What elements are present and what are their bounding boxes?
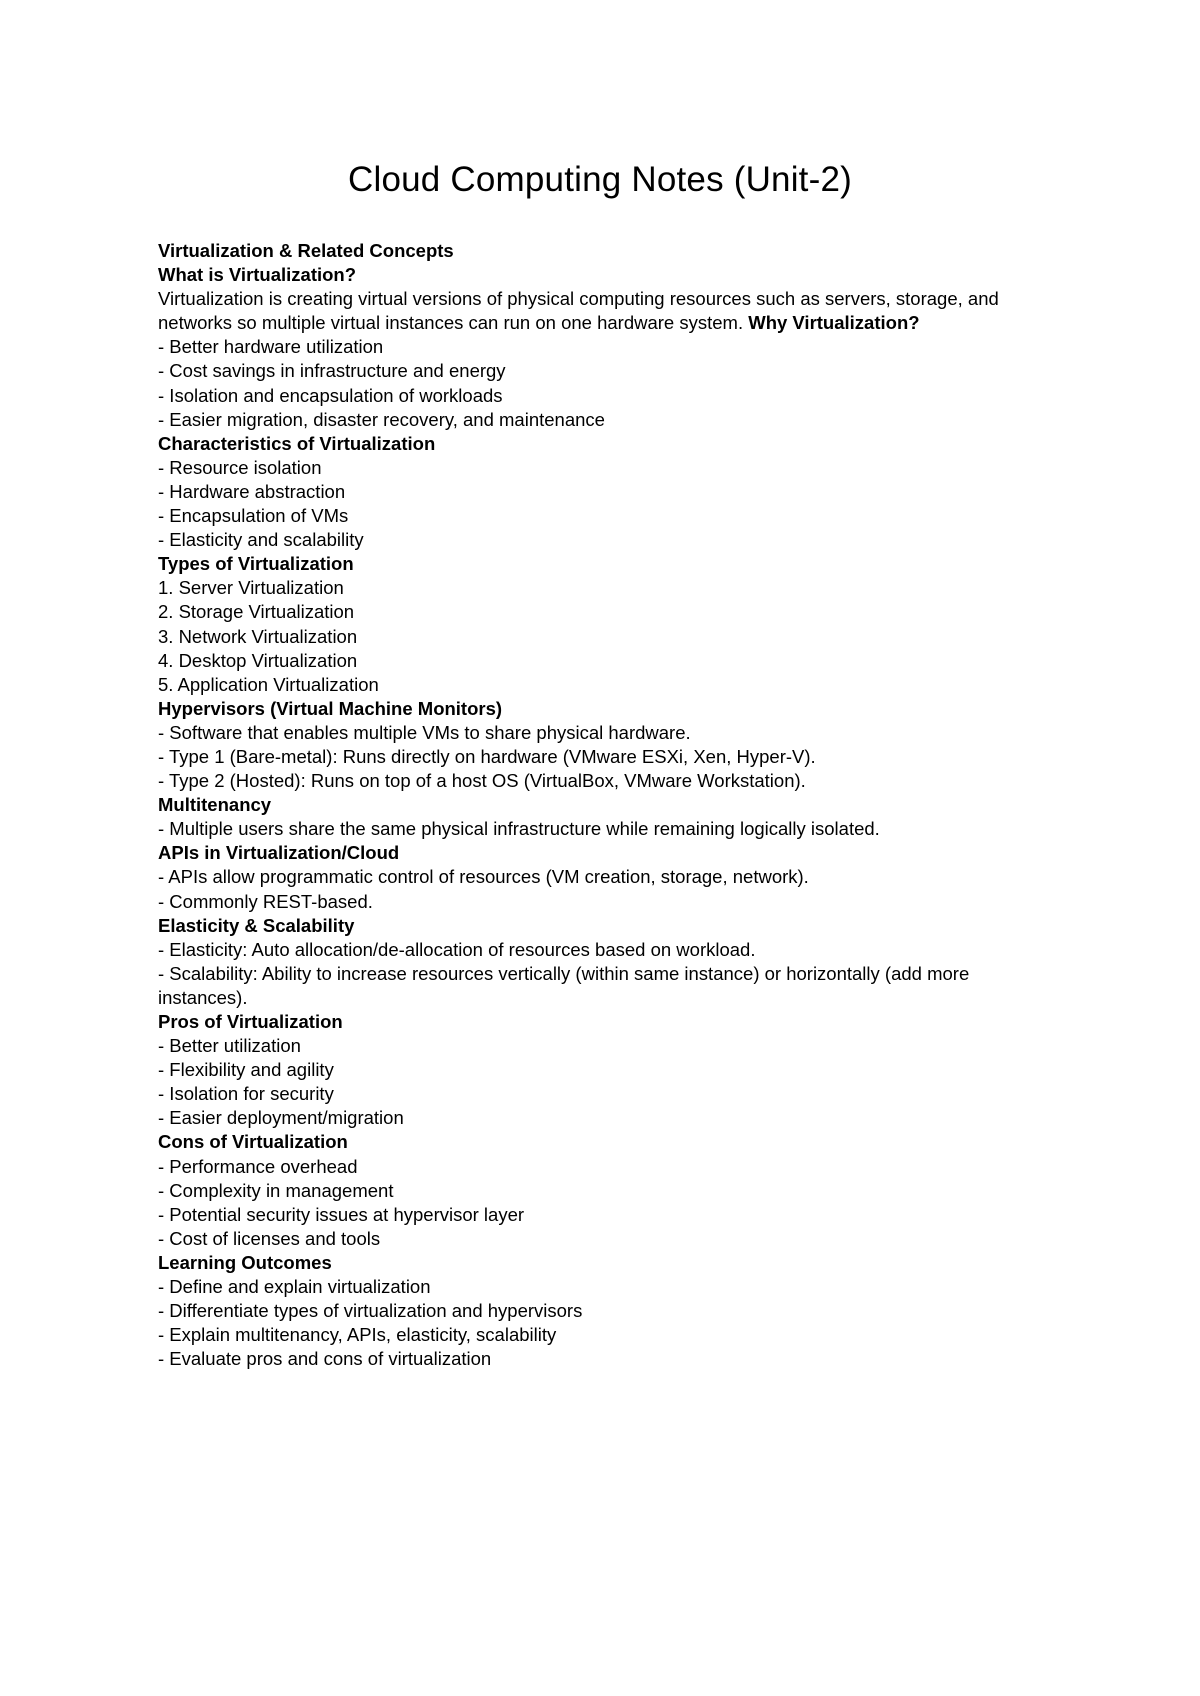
- multitenancy-heading: Multitenancy: [158, 794, 272, 816]
- pros-heading: Pros of Virtualization: [158, 1011, 343, 1032]
- elasticity-heading: Elasticity & Scalability: [158, 914, 355, 936]
- list-item: - Encapsulation of VMs: [158, 505, 349, 527]
- list-item: - Multiple users share the same physical infrastructure while remaining logically isolated.: [158, 818, 880, 840]
- list-item: - Elasticity and scalability: [158, 529, 364, 551]
- list-item: - Flexibility and agility: [158, 1059, 334, 1081]
- list-item: 5. Application Virtualization: [158, 673, 379, 695]
- list-item: 1. Server Virtualization: [158, 577, 344, 599]
- list-item: - Better hardware utilization: [158, 336, 384, 358]
- list-item: - Isolation and encapsulation of workloads: [158, 384, 503, 406]
- what-is-paragraph: [158, 287, 1058, 335]
- list-item: - Elasticity: Auto allocation/de-allocation of resources based on workload.: [158, 938, 756, 960]
- list-item: - Cost of licenses and tools: [158, 1227, 381, 1249]
- list-item: - Evaluate pros and cons of virtualization: [158, 1348, 492, 1370]
- what-is-heading: What is Virtualization?: [158, 264, 357, 286]
- types-heading: Types of Virtualization: [158, 553, 354, 575]
- list-item: - Hardware abstraction: [158, 480, 346, 502]
- cons-heading: Cons of Virtualization: [158, 1131, 348, 1153]
- list-item: - Software that enables multiple VMs to share physical hardware.: [158, 721, 691, 743]
- list-item: - Resource isolation: [158, 456, 322, 478]
- list-item: - Better utilization: [158, 1035, 301, 1057]
- list-item: - Isolation for security: [158, 1083, 334, 1105]
- list-item: - Easier migration, disaster recovery, and maintenance: [158, 408, 605, 430]
- list-item: - Define and explain virtualization: [158, 1276, 431, 1298]
- list-item: - Differentiate types of virtualization and hypervisors: [158, 1300, 583, 1322]
- section-heading: Virtualization & Related Concepts: [158, 240, 454, 261]
- list-item: - Commonly REST-based.: [158, 890, 373, 912]
- document-body: [158, 239, 1058, 1371]
- list-item: - APIs allow programmatic control of resources (VM creation, storage, network).: [158, 866, 809, 888]
- why-heading: Why Virtualization?: [748, 312, 920, 334]
- outcomes-heading: Learning Outcomes: [158, 1251, 332, 1273]
- list-item: - Easier deployment/migration: [158, 1107, 404, 1129]
- list-item: - Cost savings in infrastructure and energy: [158, 360, 506, 382]
- page-title: Cloud Computing Notes (Unit-2): [348, 160, 852, 199]
- list-item: 2. Storage Virtualization: [158, 601, 355, 623]
- list-item: 4. Desktop Virtualization: [158, 649, 358, 671]
- list-item: - Type 2 (Hosted): Runs on top of a host OS (VirtualBox, VMware Workstation).: [158, 770, 806, 792]
- apis-heading: APIs in Virtualization/Cloud: [158, 842, 400, 864]
- what-is-text: Virtualization is creating virtual versions of physical computing resources such as servers, storage, and networks so multiple virtual instances can run on one hardware system.: [158, 288, 999, 334]
- list-item: - Scalability: Ability to increase resources vertically (within same instance) or horizontally (add more instances).: [158, 962, 970, 1008]
- hypervisors-heading: Hypervisors (Virtual Machine Monitors): [158, 697, 503, 719]
- characteristics-heading: Characteristics of Virtualization: [158, 432, 436, 454]
- list-item: - Potential security issues at hypervisor layer: [158, 1203, 525, 1225]
- list-item: - Complexity in management: [158, 1179, 394, 1201]
- list-item: - Performance overhead: [158, 1155, 358, 1177]
- list-item: 3. Network Virtualization: [158, 625, 358, 647]
- list-item: - Type 1 (Bare-metal): Runs directly on hardware (VMware ESXi, Xen, Hyper-V).: [158, 745, 816, 767]
- list-item: - Explain multitenancy, APIs, elasticity, scalability: [158, 1324, 557, 1346]
